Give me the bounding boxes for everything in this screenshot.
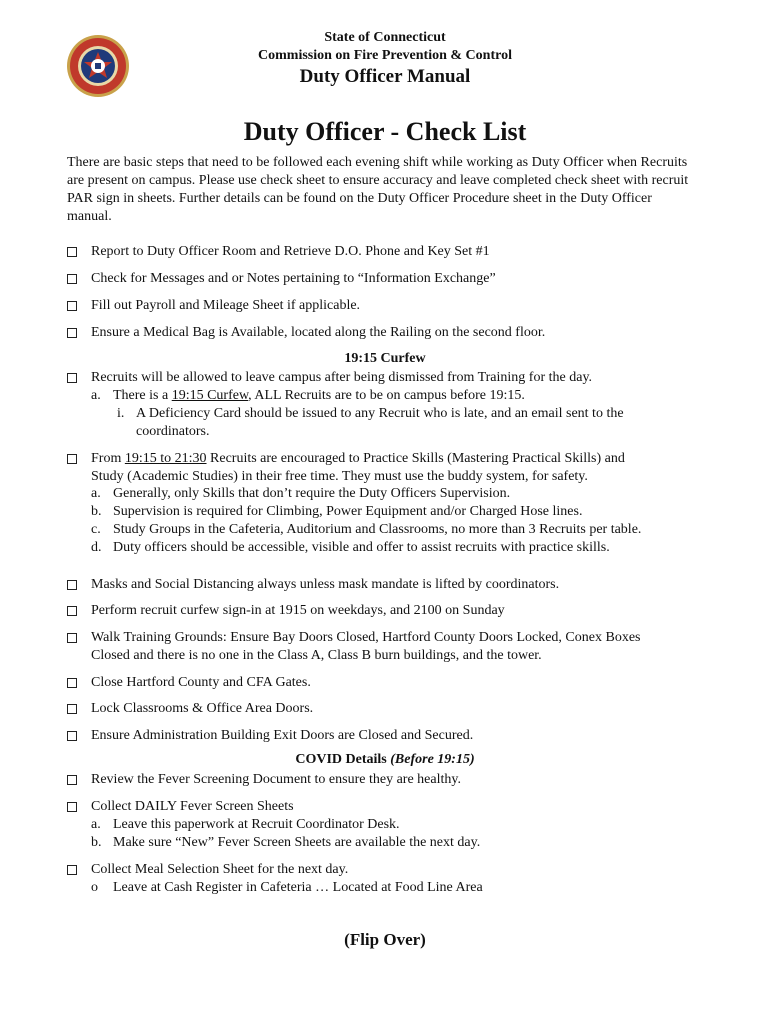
text-fragment: Recruits are encouraged to Practice Skills (Mastering Practical Skills) and [206, 451, 625, 466]
checkbox-check-messages[interactable] [67, 274, 77, 284]
header-manual: Duty Officer Manual [299, 66, 471, 87]
header-state: State of Connecticut [324, 30, 446, 45]
checkbox-review-fever[interactable] [67, 775, 77, 785]
item-review-fever: Review the Fever Screening Document to ensure they are healthy. [91, 772, 461, 787]
item-practice-skills-line2: Study (Academic Studies) in their free time. They must use the buddy system, for safety. [91, 469, 588, 484]
checkbox-collect-fever[interactable] [67, 802, 77, 812]
item-medical-bag: Ensure a Medical Bag is Available, located along the Railing on the second floor. [91, 325, 546, 340]
checkbox-recruits-leave[interactable] [67, 373, 77, 383]
sub-label: a. [91, 388, 101, 403]
text-fragment: , ALL Recruits are to be on campus before 19:15. [248, 388, 525, 403]
page-title: Duty Officer - Check List [243, 117, 527, 146]
covid-heading-note: (Before 19:15) [390, 752, 475, 767]
covid-heading-text: COVID Details [295, 752, 387, 767]
sub-item-accessible: Duty officers should be accessible, visible and offer to assist recruits with practice skills. [113, 540, 610, 555]
sub-item-study-groups: Study Groups in the Cafeteria, Auditorium and Classrooms, no more than 3 Recruits per table. [113, 522, 642, 537]
intro-paragraph: There are basic steps that need to be followed each evening shift while working as Duty Officer when Recruits are present on campus. Please use check sheet to ensure accuracy and leave completed check sheet with recruit PAR sign in sheets. Further details can be found on the Duty Officer Procedure sheet in the Duty Officer manual. [67, 155, 689, 224]
section-heading-covid [0, 751, 770, 769]
sub-label: d. [91, 540, 102, 555]
underlined-curfew-time: 19:15 Curfew [171, 388, 249, 403]
item-walk-grounds-line2: Closed and there is no one in the Class A, Class B burn buildings, and the tower. [91, 648, 542, 663]
text-fragment: From [91, 451, 125, 466]
sub-item-generally: Generally, only Skills that don’t require the Duty Officers Supervision. [113, 486, 511, 501]
item-walk-grounds-line1: Walk Training Grounds: Ensure Bay Doors Closed, Hartford County Doors Locked, Conex Boxes [91, 630, 641, 645]
sub-label: c. [91, 522, 101, 537]
header-commission: Commission on Fire Prevention & Control [258, 48, 512, 63]
checkbox-masks[interactable] [67, 580, 77, 590]
item-collect-fever: Collect DAILY Fever Screen Sheets [91, 799, 294, 814]
item-check-messages: Check for Messages and or Notes pertaining to “Information Exchange” [91, 271, 496, 286]
checkbox-meal-selection[interactable] [67, 865, 77, 875]
item-meal-selection: Collect Meal Selection Sheet for the next day. [91, 862, 349, 877]
sub-item-cash-register: Leave at Cash Register in Cafeteria … Located at Food Line Area [113, 880, 483, 895]
bullet-marker: o [91, 880, 98, 895]
checkbox-close-gates[interactable] [67, 678, 77, 688]
item-retrieve-phone: Report to Duty Officer Room and Retrieve D.O. Phone and Key Set #1 [91, 244, 490, 259]
sub-item-curfew-rule [113, 387, 525, 405]
deficiency-card-line1: A Deficiency Card should be issued to any Recruit who is late, and an email sent to the [136, 406, 624, 421]
checkbox-walk-grounds[interactable] [67, 633, 77, 643]
item-curfew-signin: Perform recruit curfew sign-in at 1915 on weekdays, and 2100 on Sunday [91, 603, 505, 618]
checkbox-medical-bag[interactable] [67, 328, 77, 338]
item-lock-classrooms: Lock Classrooms & Office Area Doors. [91, 701, 314, 716]
flip-over-note: (Flip Over) [344, 930, 426, 949]
deficiency-card-line2: coordinators. [136, 424, 210, 439]
checkbox-curfew-signin[interactable] [67, 606, 77, 616]
checkbox-retrieve-phone[interactable] [67, 247, 77, 257]
section-heading-curfew: 19:15 Curfew [344, 351, 426, 366]
checkbox-admin-doors[interactable] [67, 731, 77, 741]
item-admin-doors: Ensure Administration Building Exit Doors are Closed and Secured. [91, 728, 474, 743]
sub-label: a. [91, 817, 101, 832]
sub-item-new-sheets: Make sure “New” Fever Screen Sheets are available the next day. [113, 835, 481, 850]
item-close-gates: Close Hartford County and CFA Gates. [91, 675, 311, 690]
sub-item-leave-paperwork: Leave this paperwork at Recruit Coordinator Desk. [113, 817, 400, 832]
item-practice-skills-line1 [91, 450, 625, 468]
item-recruits-leave: Recruits will be allowed to leave campus after being dismissed from Training for the day. [91, 370, 593, 385]
checkbox-payroll[interactable] [67, 301, 77, 311]
text-fragment: There is a [113, 388, 172, 403]
sub-item-supervision: Supervision is required for Climbing, Power Equipment and/or Charged Hose lines. [113, 504, 583, 519]
checkbox-practice-skills[interactable] [67, 454, 77, 464]
sub-label: b. [91, 504, 102, 519]
sub-sub-label: i. [117, 406, 125, 421]
item-payroll: Fill out Payroll and Mileage Sheet if applicable. [91, 298, 361, 313]
checkbox-lock-classrooms[interactable] [67, 704, 77, 714]
item-masks: Masks and Social Distancing always unless mask mandate is lifted by coordinators. [91, 577, 560, 592]
sub-label: a. [91, 486, 101, 501]
sub-label: b. [91, 835, 102, 850]
underlined-practice-time: 19:15 to 21:30 [124, 451, 207, 466]
